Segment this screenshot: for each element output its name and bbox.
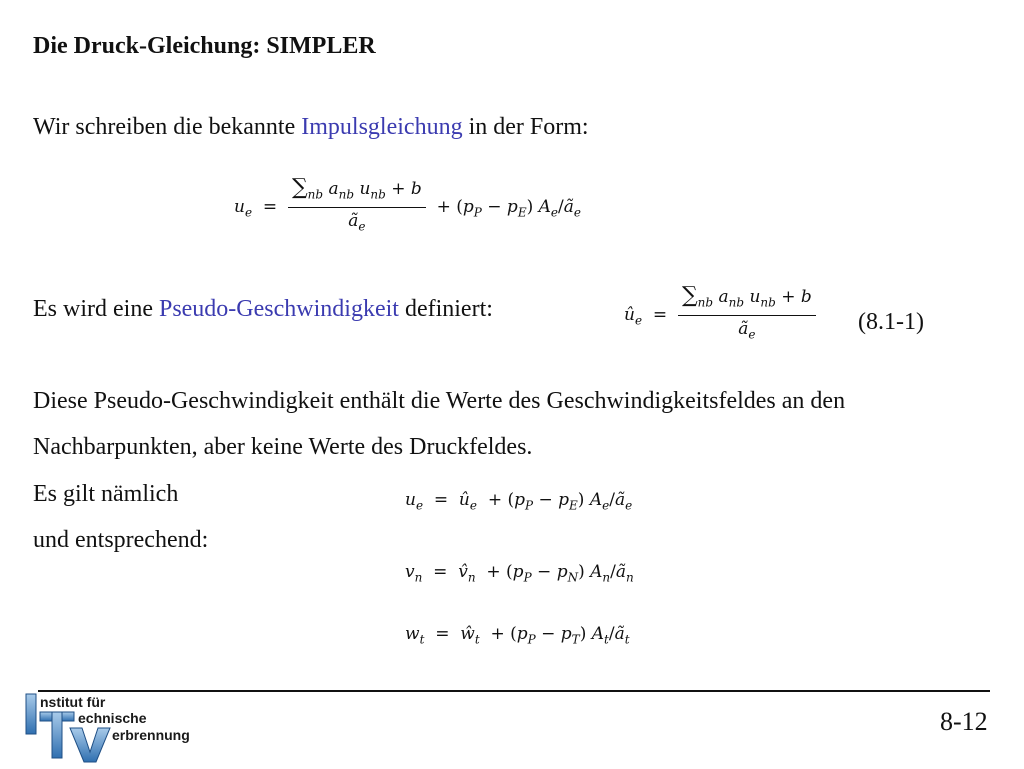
pseudo-line [33, 295, 493, 323]
pseudo-text-before: Es wird eine [33, 296, 159, 322]
intro-text-after: in der Form: [462, 114, 589, 140]
institute-logo [22, 690, 222, 764]
paragraph-line-2: Nachbarpunkten, aber keine Werte des Druckfeldes. [33, 434, 533, 460]
equation-label: (8.1-1) [858, 309, 924, 335]
intro-highlight: Impulsgleichung [301, 114, 463, 140]
page-number: 8-12 [940, 707, 988, 736]
pseudo-highlight: Pseudo-Geschwindigkeit [158, 296, 399, 322]
logo-line-2: echnische [78, 710, 147, 726]
und-entsprechend-text: und entsprechend: [33, 527, 209, 553]
pseudo-text-after: definiert: [398, 296, 493, 322]
momentum-equation: $u_e$ = $\frac{\sum_{nb} a_{nb} u_{nb} + b}{ã_e}$ + $(p_P - p_E)$ $A_e/ã_e$ [234, 175, 581, 234]
logo-line-3: erbrennung [112, 727, 190, 743]
intro-line [33, 113, 589, 141]
vn-relation-equation: $v_n$ = $v̂_n + (p_P - p_N)$ $A_n/ã_n$ [405, 562, 634, 585]
logo-graphic [22, 690, 222, 764]
wt-relation-equation: $w_t$ = $ŵ_t + (p_P - p_T)$ $A_t/ã_t$ [405, 624, 630, 647]
intro-text-before: Wir schreiben die bekannte [33, 114, 302, 140]
ue-relation-equation: $u_e$ = $û_e + (p_P - p_E)$ $A_e/ã_e$ [405, 490, 633, 513]
slide-title: Die Druck-Gleichung: SIMPLER [33, 33, 376, 59]
es-gilt-text: Es gilt nämlich [33, 481, 179, 507]
paragraph-line-1: Diese Pseudo-Geschwindigkeit enthält die Werte des Geschwindigkeitsfeldes an den [33, 388, 846, 414]
logo-line-1: nstitut für [40, 694, 106, 710]
pseudo-velocity-equation: $û_e$ = $\frac{\sum_{nb} a_{nb} u_{nb} + b}{ã_e}$ [624, 286, 816, 345]
